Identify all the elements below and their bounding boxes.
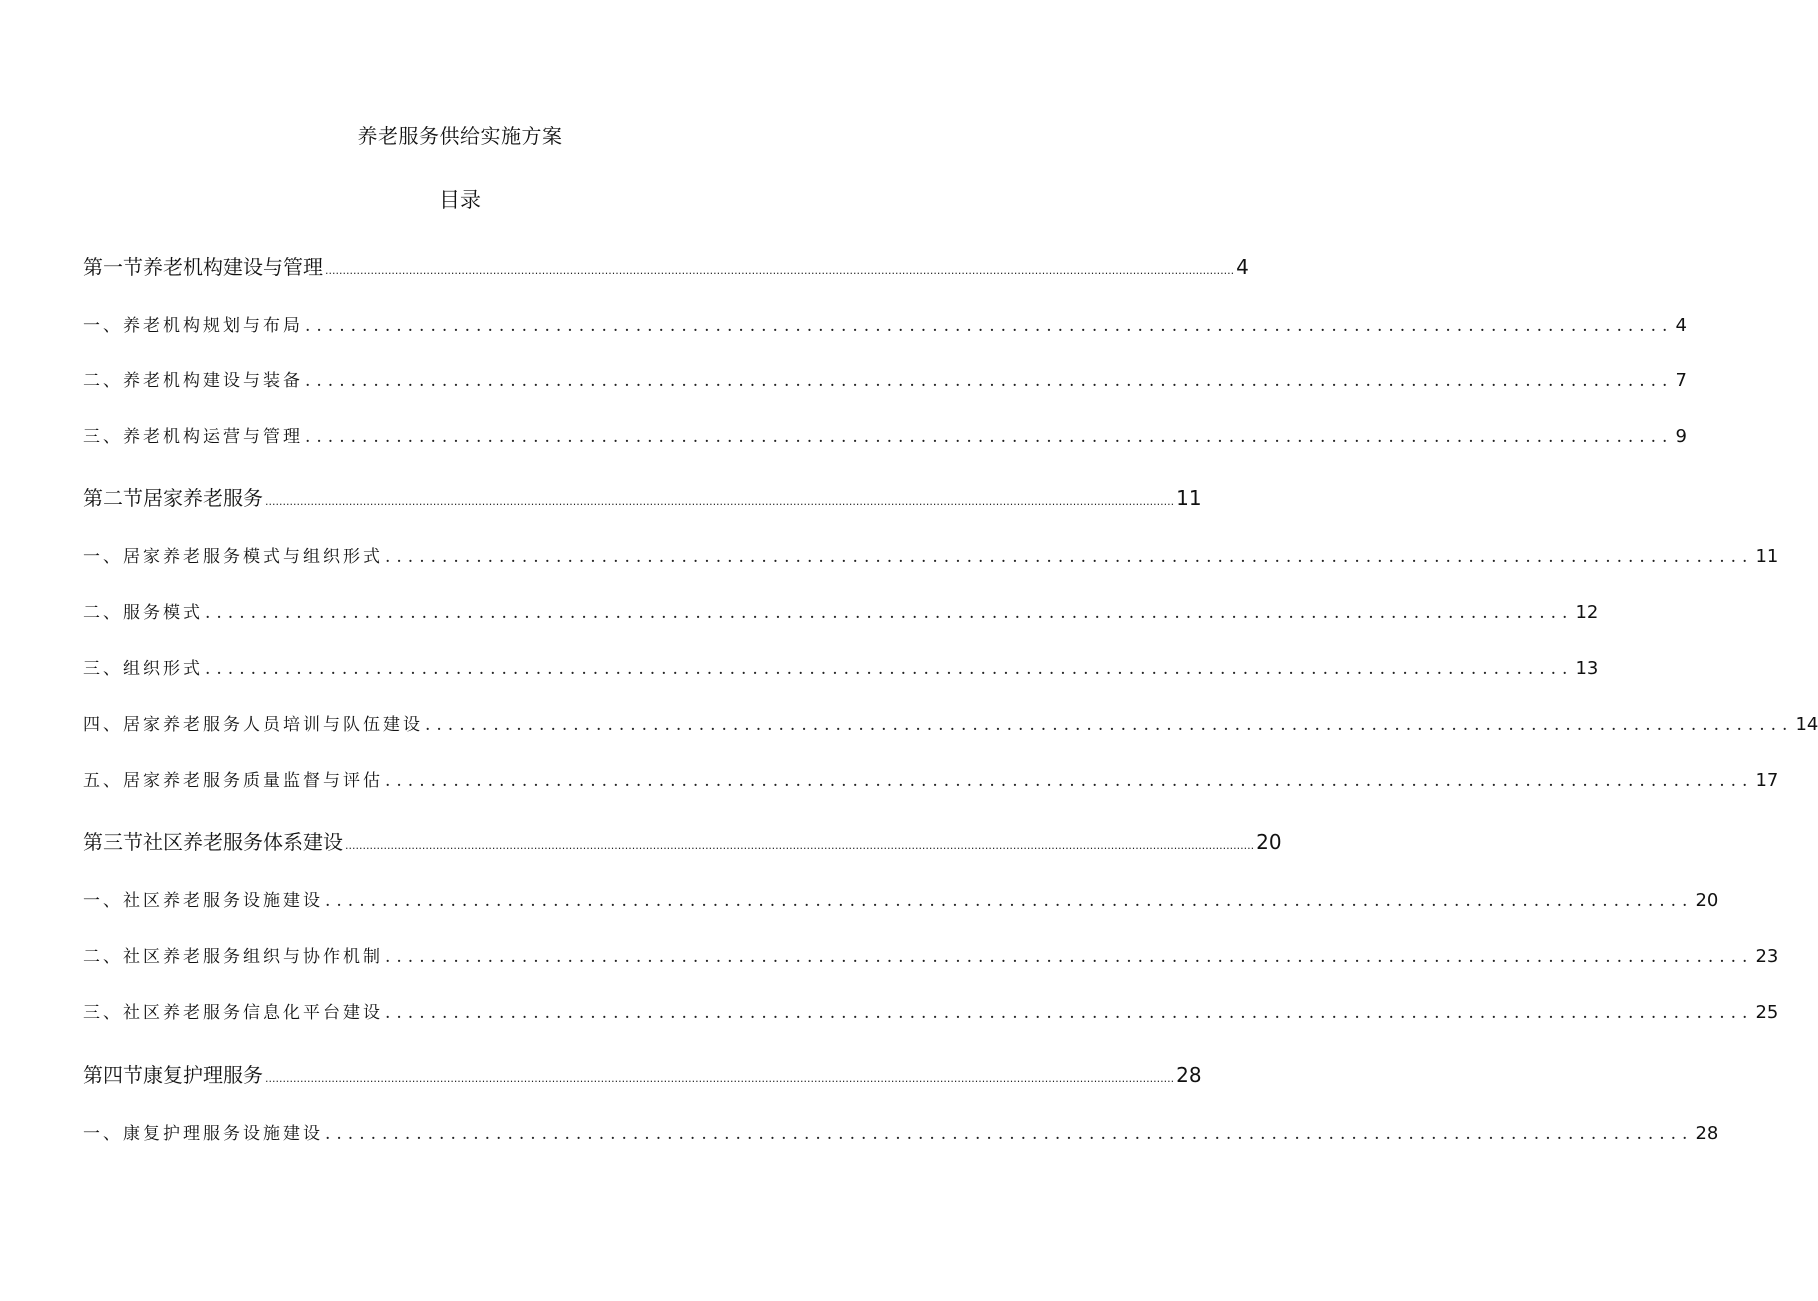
toc-entry[interactable] [83, 1120, 1719, 1148]
toc-entry-page: 13 [1575, 658, 1599, 679]
toc-entry-page: 20 [1256, 830, 1282, 854]
toc-entry[interactable] [83, 1060, 1202, 1094]
toc-heading: 目录 [439, 188, 481, 212]
toc-entry[interactable] [83, 943, 1779, 971]
toc-entry-label: 一、养老机构规划与布局 [83, 316, 303, 336]
toc-entry[interactable] [83, 312, 1687, 340]
toc-entry-page: 20 [1695, 890, 1719, 911]
toc-entry-page: 11 [1755, 546, 1779, 567]
dot-leader: .................................................................................................................................................................................................................................................................... [345, 839, 1255, 852]
toc-entry-label: 二、社区养老服务组织与协作机制 [83, 947, 383, 967]
toc-entry-label: 第一节养老机构建设与管理 [83, 255, 323, 279]
toc-entry[interactable] [83, 887, 1719, 915]
toc-entry-page: 9 [1675, 426, 1687, 447]
dot-leader: ........................................................................................................................ [205, 603, 1574, 623]
dot-leader: ........................................................................................................................ [385, 1003, 1754, 1023]
dot-leader: ........................................................................................................................ [305, 371, 1674, 391]
dot-leader: .................................................................................................................................................................................................................................................................... [265, 495, 1175, 508]
toc-entry[interactable] [83, 252, 1249, 286]
toc-entry-label: 四、居家养老服务人员培训与队伍建设 [83, 715, 423, 735]
toc-entry[interactable] [83, 367, 1687, 395]
dot-leader: ........................................................................................................................ [205, 659, 1574, 679]
toc-entry-label: 第二节居家养老服务 [83, 486, 263, 510]
toc-entry[interactable] [83, 483, 1202, 517]
toc-entry-label: 五、居家养老服务质量监督与评估 [83, 771, 383, 791]
toc-entry-page: 4 [1675, 315, 1687, 336]
dot-leader: ........................................................................................................................ [325, 891, 1694, 911]
toc-entry-label: 第三节社区养老服务体系建设 [83, 830, 343, 854]
toc-entry-page: 14 [1795, 714, 1818, 735]
dot-leader: ........................................................................................................................ [305, 427, 1674, 447]
toc-entry-page: 23 [1755, 946, 1779, 967]
toc-entry-page: 28 [1695, 1123, 1719, 1144]
toc-entry-page: 25 [1755, 1002, 1779, 1023]
dot-leader: ........................................................................................................................ [385, 947, 1754, 967]
toc-entry-page: 17 [1755, 770, 1779, 791]
toc-entry-page: 28 [1176, 1063, 1202, 1087]
toc-entry[interactable] [83, 543, 1779, 571]
toc-entry-label: 三、组织形式 [83, 659, 203, 679]
toc-entry-label: 一、社区养老服务设施建设 [83, 891, 323, 911]
toc-entry-page: 12 [1575, 602, 1599, 623]
toc-entry[interactable] [83, 999, 1779, 1027]
dot-leader: ........................................................................................................................ [425, 715, 1794, 735]
toc-entry[interactable] [83, 767, 1779, 795]
toc-entry-label: 二、养老机构建设与装备 [83, 371, 303, 391]
dot-leader: .................................................................................................................................................................................................................................................................... [325, 264, 1235, 277]
dot-leader: ........................................................................................................................ [385, 771, 1754, 791]
toc-entry-label: 一、居家养老服务模式与组织形式 [83, 547, 383, 567]
dot-leader: .................................................................................................................................................................................................................................................................... [265, 1072, 1175, 1085]
toc-entry-label: 一、康复护理服务设施建设 [83, 1124, 323, 1144]
toc-entry-page: 11 [1176, 486, 1202, 510]
toc-entry[interactable] [83, 423, 1687, 451]
dot-leader: ........................................................................................................................ [305, 316, 1674, 336]
dot-leader: ........................................................................................................................ [385, 547, 1754, 567]
toc-entry-label: 第四节康复护理服务 [83, 1063, 263, 1087]
toc-entry-page: 7 [1675, 370, 1687, 391]
toc-entry-label: 三、社区养老服务信息化平台建设 [83, 1003, 383, 1023]
toc-entry-label: 三、养老机构运营与管理 [83, 427, 303, 447]
toc-entry-page: 4 [1236, 255, 1249, 279]
document-title: 养老服务供给实施方案 [357, 124, 563, 148]
toc-entry[interactable] [83, 711, 1818, 739]
toc-entry[interactable] [83, 827, 1282, 861]
toc-entry-label: 二、服务模式 [83, 603, 203, 623]
toc-entry[interactable] [83, 655, 1599, 683]
dot-leader: ........................................................................................................................ [325, 1124, 1694, 1144]
toc-entry[interactable] [83, 599, 1599, 627]
